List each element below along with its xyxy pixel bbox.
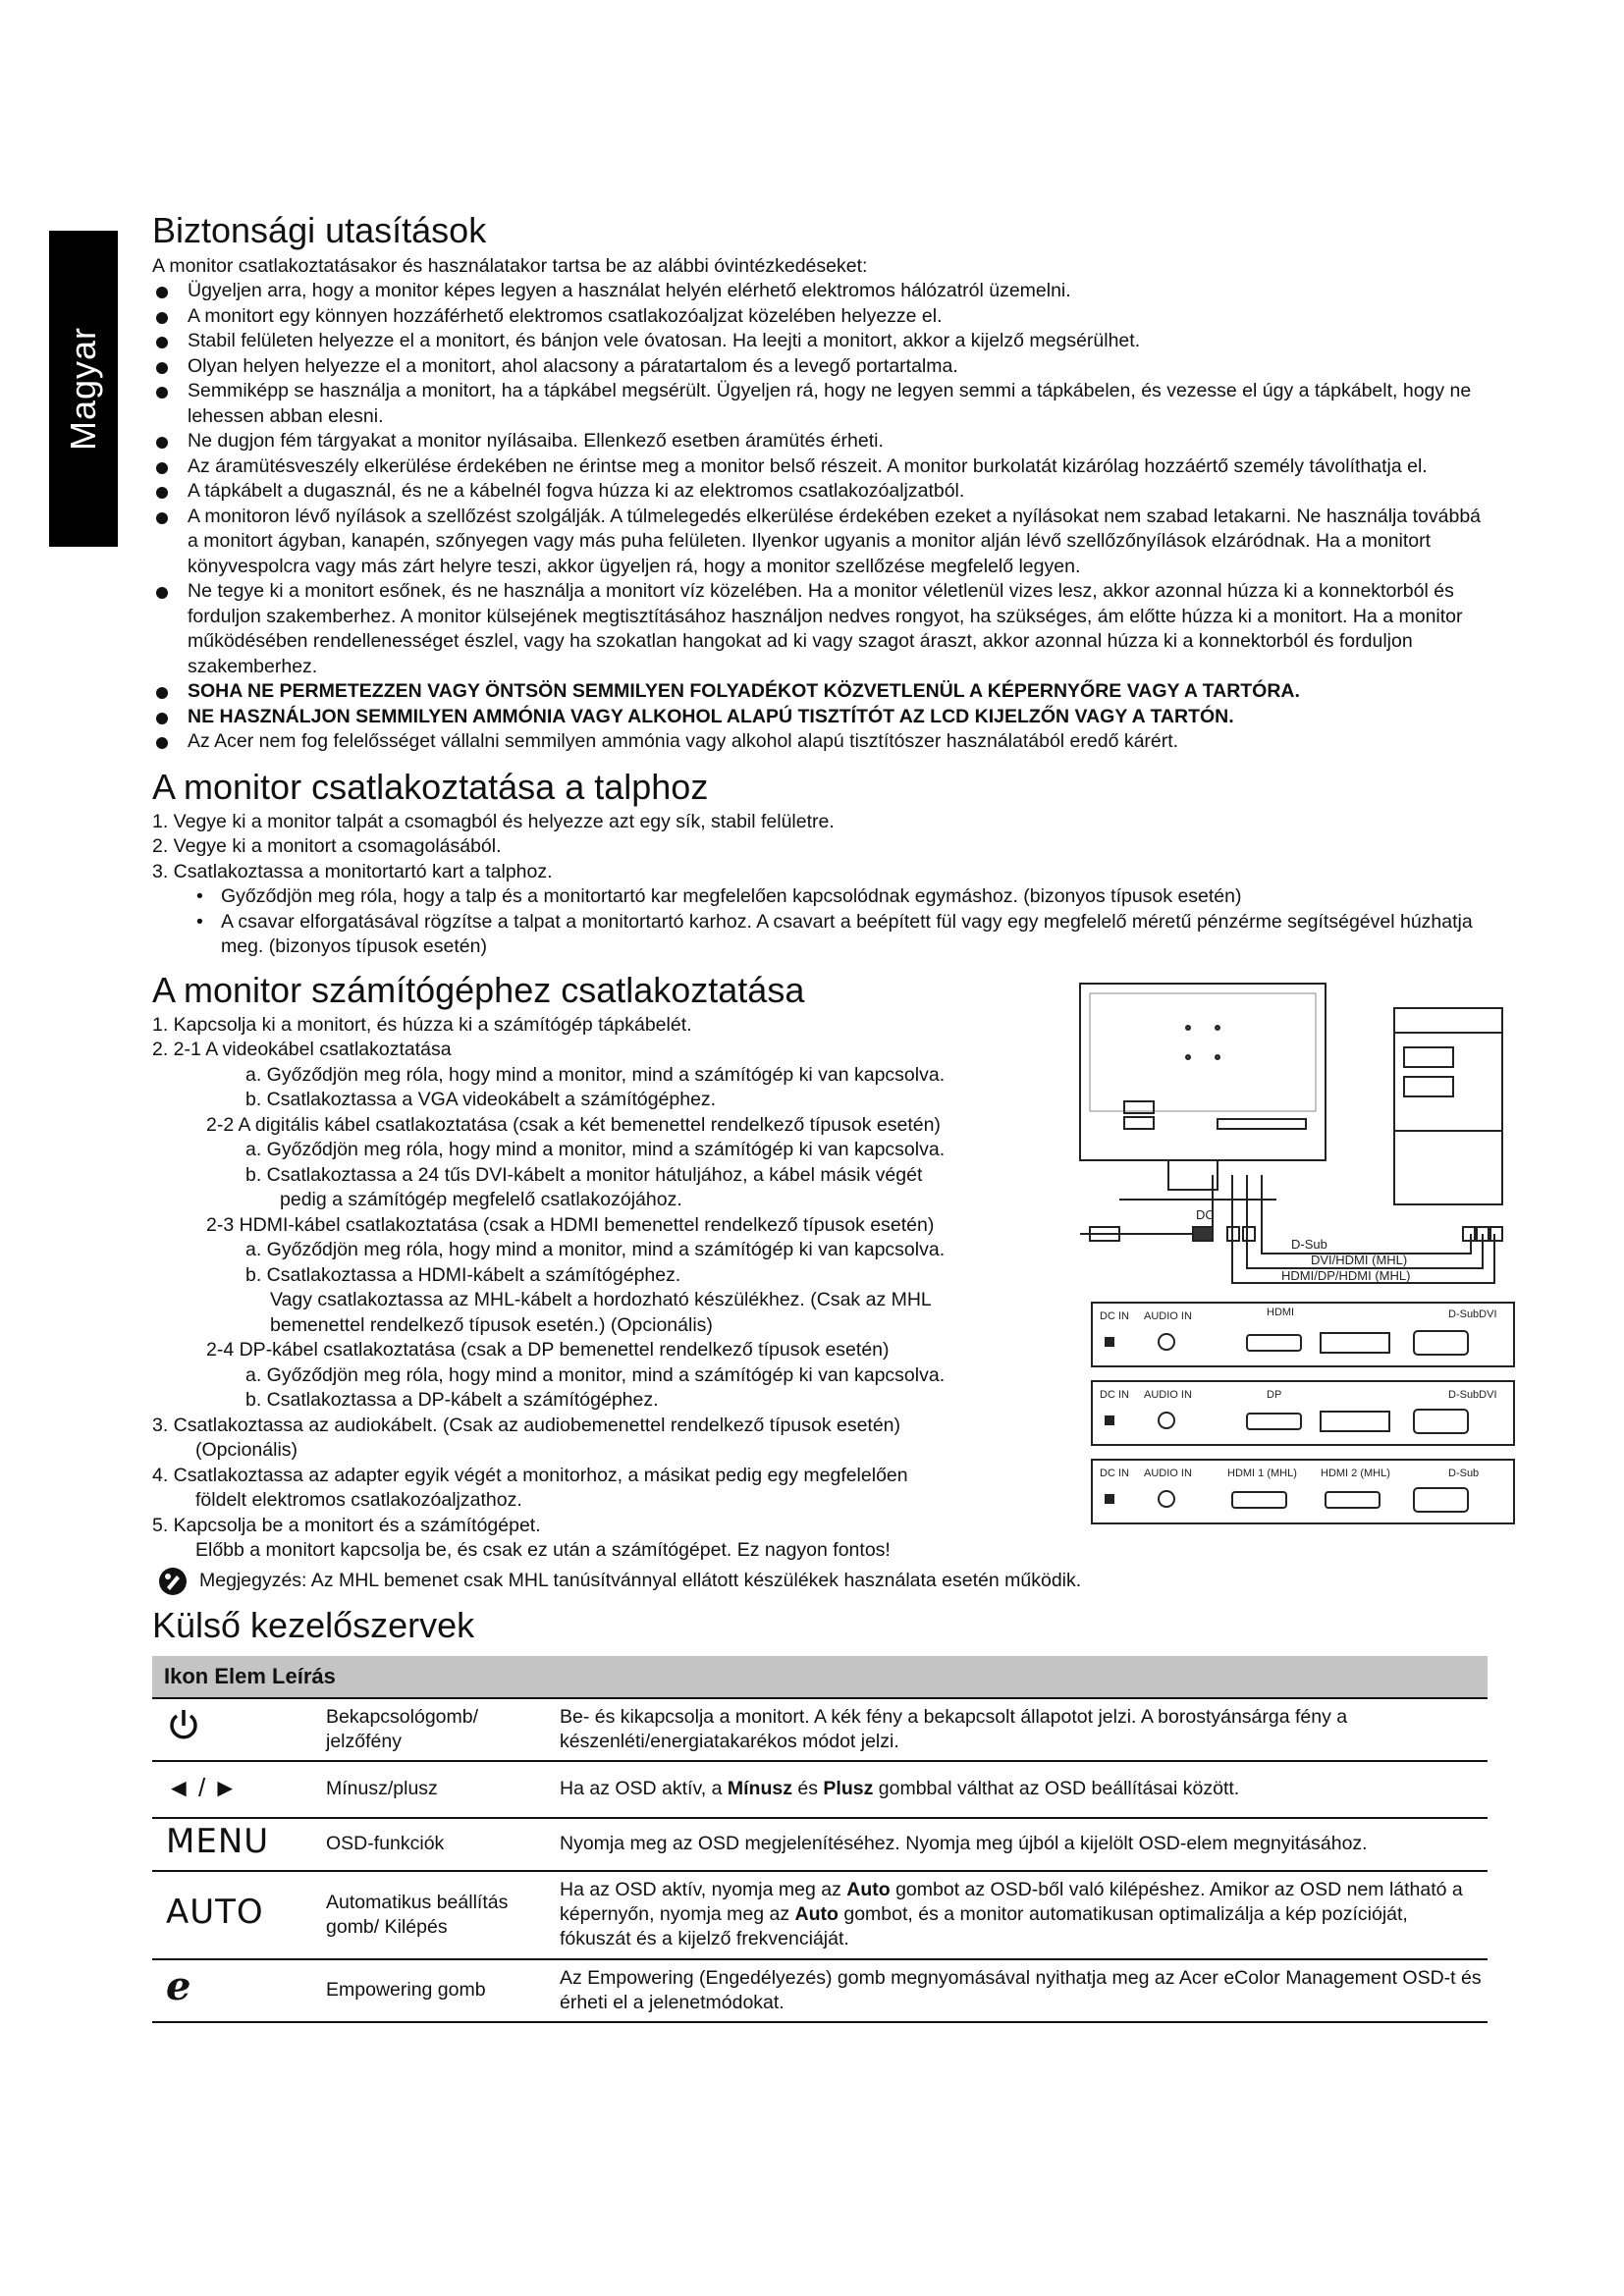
list-item: Ne tegye ki a monitort esőnek, és ne használja a monitort víz közelében. Ha a monitor véletlenül vizes lesz, akkor azonnal húzza ki a konnektorból és forduljon szakemberhez. A monitor külsejének megtisztításához használjon nedves rongyot, ha szükséges, ám előtte húzza ki a monitort. Ha a monitor működésében rendellenességet észlel, vagy ha szokatlan hangokat ad ki vagy szagot áraszt, akkor azonnal húzza ki a konnektorból és forduljon szakemberhez. [152,579,1488,679]
auto-icon: AUTO [166,1892,264,1932]
item-cell: Empowering gomb [322,1959,556,2022]
empowering-icon: e [166,1963,191,2009]
dc-label: DC [1196,1206,1215,1222]
hdmi-label: HDMI [1267,1306,1295,1318]
desc-cell: Ha az OSD aktív, a Mínusz és Plusz gombbal válthat az OSD beállításai között. [556,1761,1488,1818]
connect-steps [152,1013,1056,1564]
hdmi1-mhl-label: HDMI 1 (MHL) [1227,1467,1297,1479]
desc-cell: Az Empowering (Engedélyezés) gomb megnyomásával nyithatja meg az Acer eColor Management OSD-t és érheti el a jelenetmódokat. [556,1959,1488,2022]
table-row [152,1871,1488,1959]
connect-line: 2-3 HDMI-kábel csatlakoztatása (csak a HDMI bemenettel rendelkező típusok esetén) [206,1213,935,1236]
list-item: Semmiképp se használja a monitort, ha a tápkábel megsérült. Ügyeljen rá, hogy ne legyen semmi a tápkábelen, és vezesse el úgy a tápkábelt, hogy ne lehessen abban elesni. [152,379,1488,429]
list-item: SOHA NE PERMETEZZEN VAGY ÖNTSÖN SEMMILYEN FOLYADÉKOT KÖZVETLENÜL A KÉPERNYŐRE VAGY A TARTÓRA. [152,679,1488,705]
icon-cell [152,1959,322,2022]
computer-tower [1394,1008,1502,1204]
table-header-row [152,1656,1488,1698]
desc-cell: Be- és kikapcsolja a monitort. A kék fény a bekapcsolt állapotot jelzi. A borostyánsárga fény a készenléti/energiatakarékos módot jelzi. [556,1698,1488,1761]
connect-line: a. Győződjön meg róla, hogy mind a monitor, mind a számítógép ki van kapcsolva. [245,1363,946,1386]
menu-icon: MENU [166,1821,270,1861]
safety-list [152,279,1488,755]
item-cell: Automatikus beállítás gomb/ Kilépés [322,1871,556,1959]
connect-line: a. Győződjön meg róla, hogy mind a monitor, mind a számítógép ki van kapcsolva. [245,1139,946,1160]
connect-line: 2. 2-1 A videokábel csatlakoztatása [152,1039,452,1060]
icon-cell [152,1818,322,1871]
stand-step: 3. Csatlakoztassa a monitortartó kart a talphoz. [152,860,553,882]
port-panel-mhl [1092,1460,1514,1523]
connect-line: 1. Kapcsolja ki a monitort, és húzza ki a számítógép tápkábelét. [152,1013,692,1036]
stand-step: 1. Vegye ki a monitor talpát a csomagból és helyezze azt egy sík, stabil felületre. [152,810,835,832]
dc-in-label: DC IN [1100,1388,1129,1401]
note-text: Megjegyzés: Az MHL bemenet csak MHL tanúsítvánnyal ellátott készülékek használata esetén működik. [199,1569,1082,1591]
page-content [152,208,1497,2023]
list-item: Ügyeljen arra, hogy a monitor képes legyen a használat helyén elérhető elektromos hálózatról üzemelni. [152,279,1488,304]
list-item: Az áramütésveszély elkerülése érdekében ne érintse meg a monitor belső részeit. A monitor burkolatát kizárólag hozzáértő személy távolíthatja el. [152,454,1488,480]
list-item: Olyan helyen helyezze el a monitort, ahol alacsony a páratartalom és a levegő portartalma. [152,354,1488,380]
item-cell: Mínusz/plusz [322,1761,556,1818]
stand-sub-bullet: • Győződjön meg róla, hogy a talp és a monitortartó kar megfelelően kapcsolódnak egymáshoz. (bizonyos típusok esetén) [152,884,1488,910]
safety-title: Biztonsági utasítások [152,210,487,250]
mhl-note [152,1566,1488,1595]
icon-cell [152,1871,322,1959]
connect-line: a. Győződjön meg róla, hogy mind a monitor, mind a számítógép ki van kapcsolva. [245,1239,946,1260]
dsub-dvi-label: D-SubDVI [1448,1388,1497,1401]
connect-line: Előbb a monitort kapcsolja be, és csak ez után a számítógépet. Ez nagyon fontos! [195,1539,891,1561]
connect-title: A monitor számítógéphez csatlakoztatása [152,969,805,1010]
dsub-dvi-label: D-SubDVI [1448,1308,1497,1320]
list-item: A monitort egy könnyen hozzáférhető elektromos csatlakozóaljzat közelében helyezze el. [152,304,1488,330]
connect-line: 2-2 A digitális kábel csatlakoztatása (csak a két bemenettel rendelkező típusok esetén) [206,1113,941,1136]
connect-line: b. Csatlakoztassa a DP-kábelt a számítógéphez. [245,1389,659,1411]
stand-sub-bullet: • A csavar elforgatásával rögzítse a talpat a monitortartó karhoz. A csavart a beépített fül vagy egy megfelelő méretű pénzérme segítségével húzhatja meg. (bizonyos típusok esetén) [152,910,1488,960]
list-item: Az Acer nem fog felelősséget vállalni semmilyen ammónia vagy alkohol alapú tisztítószer használatából eredő kárért. [152,729,1488,755]
power-icon [166,1706,201,1745]
connect-line: 3. Csatlakoztassa az audiokábelt. (Csak az audiobemenettel rendelkező típusok esetén) [152,1414,901,1436]
item-cell: Bekapcsológomb/ jelzőfény [322,1698,556,1761]
connect-line: Vagy csatlakoztassa az MHL-kábelt a hordozható készülékhez. (Csak az MHL [270,1289,932,1310]
desc-cell: Ha az OSD aktív, nyomja meg az Auto gombot az OSD-ből való kilépéshez. Amikor az OSD nem látható a képernyőn, nyomja meg az Auto gombot, és a monitor automatikusan optimalizálja a kép pozícióját, fókuszát és a kijelző frekvenciáját. [556,1871,1488,1959]
list-item: Stabil felületen helyezze el a monitort, és bánjon vele óvatosan. Ha leejti a monitort, akkor a kijelző megsérülhet. [152,329,1488,354]
hdmi-dp-mhl-label: HDMI/DP/HDMI (MHL) [1281,1267,1411,1283]
minus-plus-icon: ◄ / ► [166,1772,239,1802]
connect-line: a. Győződjön meg róla, hogy mind a monitor, mind a számítógép ki van kapcsolva. [245,1063,946,1086]
table-row [152,1959,1488,2022]
connect-section [152,968,1497,1564]
controls-title: Külső kezelőszervek [152,1604,475,1645]
table-row [152,1818,1488,1871]
list-item: A monitoron lévő nyílások a szellőzést szolgálják. A túlmelegedés elkerülése érdekében ezeket a nyílásokat nem szabad letakarni. Ne használja továbbá a monitort ágyban, kanapén, szőnyegen vagy más puha felületen. Ilyenkor ugyanis a monitor alján lévő szellőzőnyílások elzáródnak. Ha a monitort könyvespolcra vagy más zárt helyre teszi, akkor ügyeljen rá, hogy a monitor szellőzése megfelelő legyen. [152,505,1488,580]
connect-line: 4. Csatlakoztassa az adapter egyik végét a monitorhoz, a másikat pedig egy megfelelően [152,1464,908,1486]
hdmi2-mhl-label: HDMI 2 (MHL) [1321,1467,1390,1479]
table-header: Ikon Elem Leírás [152,1656,1488,1698]
monitor-back [1080,984,1326,1160]
language-label: Magyar [63,326,103,452]
stand-title: A monitor csatlakoztatása a talphoz [152,766,709,807]
controls-table [152,1656,1488,2023]
connect-line: bemenettel rendelkező típusok esetén.) (Opcionális) [270,1313,713,1336]
connect-line: b. Csatlakoztassa a HDMI-kábelt a számítógéphez. [245,1263,681,1286]
connect-line: 5. Kapcsolja be a monitort és a számítógépet. [152,1514,541,1536]
audio-in-label: AUDIO IN [1144,1388,1192,1401]
connect-line: 2-4 DP-kábel csatlakoztatása (csak a DP bemenettel rendelkező típusok esetén) [206,1339,890,1361]
dsub-label: D-Sub [1291,1236,1327,1252]
connect-line: b. Csatlakoztassa a VGA videokábelt a számítógéphez. [245,1089,717,1110]
dc-in-label: DC IN [1100,1467,1129,1479]
connection-diagram [1070,974,1527,1533]
audio-in-label: AUDIO IN [1144,1309,1192,1322]
connect-line: (Opcionális) [195,1439,298,1461]
port-panel-dp [1092,1381,1514,1445]
port-panel-hdmi [1092,1303,1514,1366]
icon-cell [152,1761,322,1818]
note-icon [157,1566,189,1597]
safety-intro: A monitor csatlakoztatásakor és használatakor tartsa be az alábbi óvintézkedéseket: [152,255,868,277]
stand-step: 2. Vegye ki a monitort a csomagolásából. [152,835,502,857]
list-item: NE HASZNÁLJON SEMMILYEN AMMÓNIA VAGY ALKOHOL ALAPÚ TISZTÍTÓT AZ LCD KIJELZŐN VAGY A TARTÓN. [152,705,1488,730]
table-row [152,1761,1488,1818]
dvi-mhl-label: DVI/HDMI (MHL) [1311,1252,1408,1267]
language-side-tab [49,231,118,547]
item-cell: OSD-funkciók [322,1818,556,1871]
audio-in-label: AUDIO IN [1144,1467,1192,1479]
list-item: A tápkábelt a dugasznál, és ne a kábelnél fogva húzza ki az elektromos csatlakozóaljzatból. [152,479,1488,505]
list-item: Ne dugjon fém tárgyakat a monitor nyílásaiba. Ellenkező esetben áramütés érheti. [152,429,1488,454]
table-row [152,1698,1488,1761]
icon-cell [152,1698,322,1761]
desc-cell: Nyomja meg az OSD megjelenítéséhez. Nyomja meg újból a kijelölt OSD-elem megnyitásához. [556,1818,1488,1871]
connect-line: földelt elektromos csatlakozóaljzathoz. [195,1489,522,1511]
connect-line: pedig a számítógép megfelelő csatlakozójához. [280,1189,682,1210]
dp-label: DP [1267,1388,1282,1401]
dsub-label: D-Sub [1448,1467,1480,1479]
dc-in-label: DC IN [1100,1309,1129,1322]
connect-line: b. Csatlakoztassa a 24 tűs DVI-kábelt a monitor hátuljához, a kábel másik végét [245,1163,923,1186]
